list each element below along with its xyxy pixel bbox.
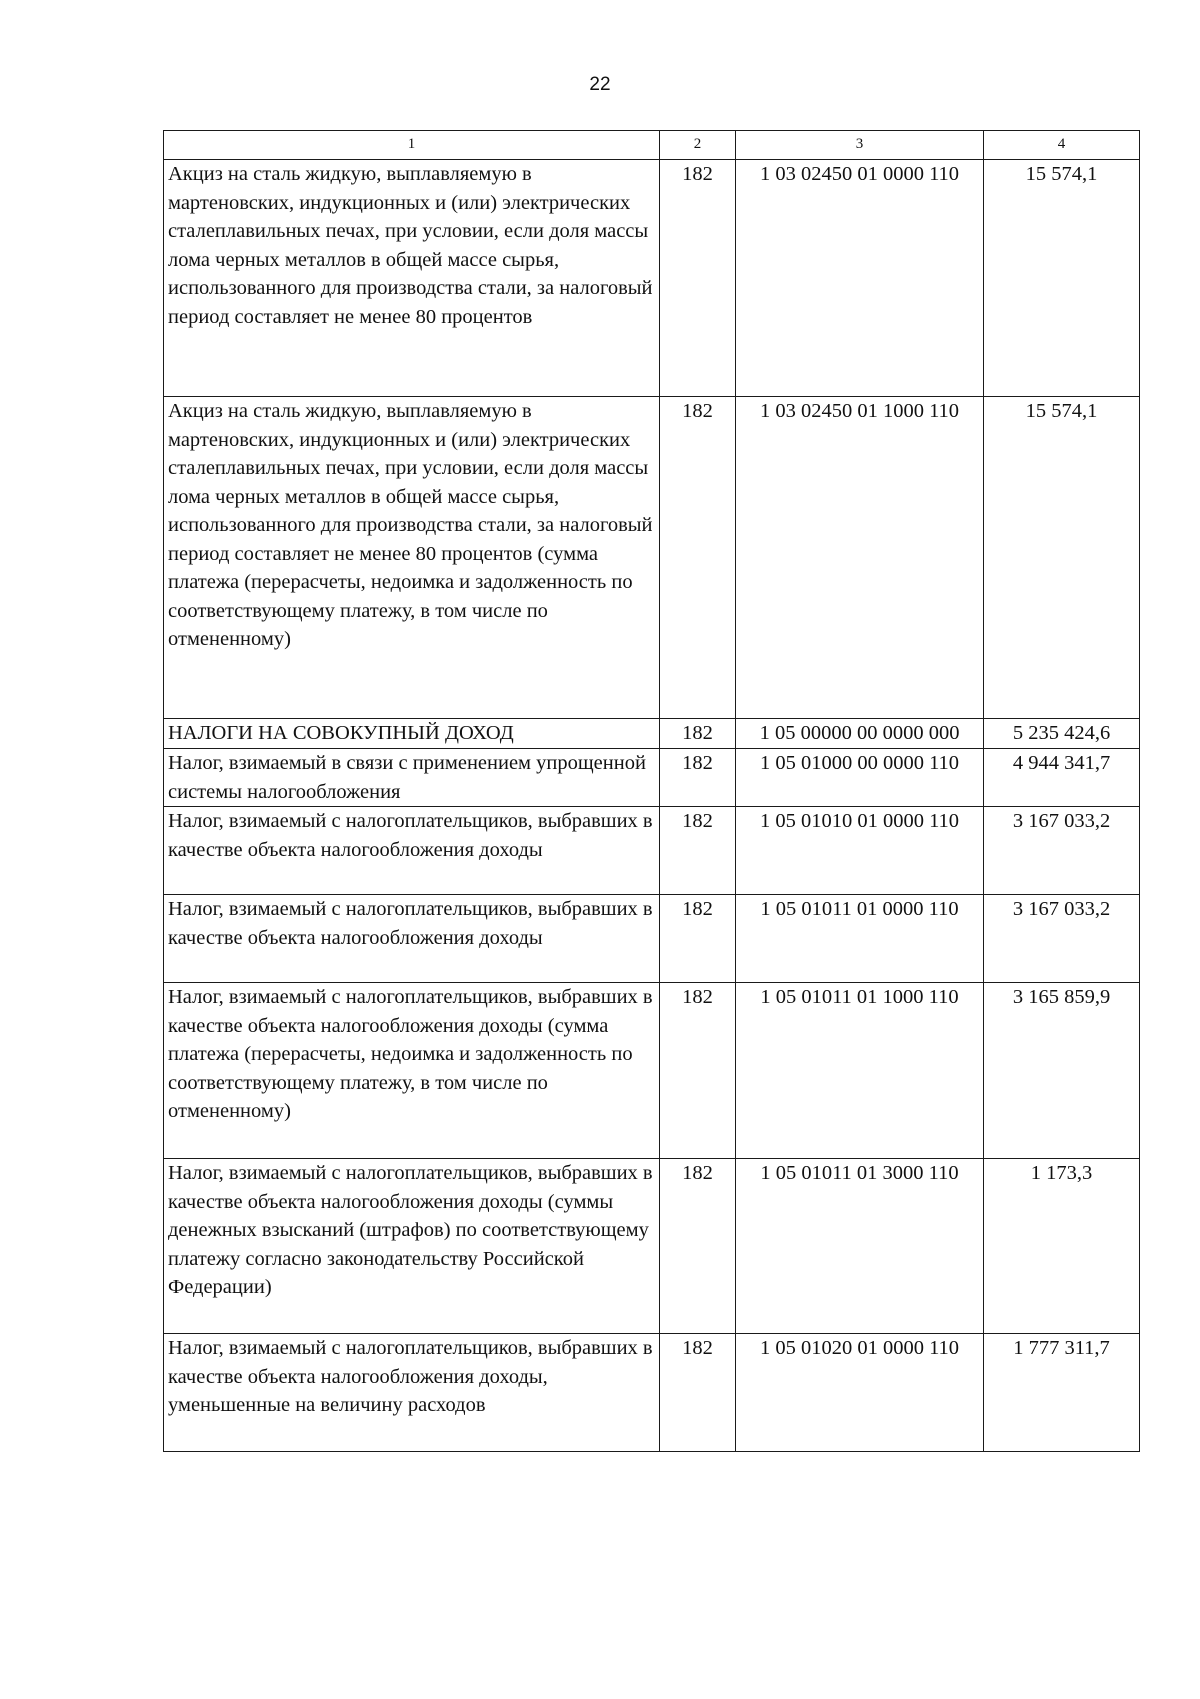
amount-cell: 1 777 311,7 xyxy=(984,1334,1140,1452)
amount-cell: 15 574,1 xyxy=(984,160,1140,397)
budget-code-cell: 1 05 01011 01 1000 110 xyxy=(736,983,984,1159)
column-number-1: 1 xyxy=(164,131,660,160)
revenue-name-cell: Налог, взимаемый с налогоплательщиков, выбравших в качестве объекта налогообложения доходы (суммы денежных взысканий (штрафов) по соответствующему платежу согласно законодательству Российской Федерации) xyxy=(164,1159,660,1334)
revenue-table xyxy=(163,130,1140,1452)
admin-code-cell: 182 xyxy=(660,1334,736,1452)
revenue-name-cell: Акциз на сталь жидкую, выплавляемую в мартеновских, индукционных и (или) электрических сталеплавильных печах, при условии, если доля массы лома черных металлов в общей массе сырья, использованного для производства стали, за налоговый период составляет не менее 80 процентов xyxy=(164,160,660,397)
amount-cell: 4 944 341,7 xyxy=(984,749,1140,807)
admin-code-cell: 182 xyxy=(660,807,736,895)
revenue-name-cell: Акциз на сталь жидкую, выплавляемую в мартеновских, индукционных и (или) электрических сталеплавильных печах, при условии, если доля массы лома черных металлов в общей массе сырья, использованного для производства стали, за налоговый период составляет не менее 80 процентов (сумма платежа (перерасчеты, недоимка и задолженность по соответствующему платежу, в том числе по отмененному) xyxy=(164,397,660,719)
revenue-name-cell: Налог, взимаемый в связи с применением упрощенной системы налогообложения xyxy=(164,749,660,807)
table-row xyxy=(164,749,1140,807)
revenue-name-cell: Налог, взимаемый с налогоплательщиков, выбравших в качестве объекта налогообложения доходы xyxy=(164,895,660,983)
table-row xyxy=(164,983,1140,1159)
table-row xyxy=(164,397,1140,719)
admin-code-cell: 182 xyxy=(660,895,736,983)
budget-code-cell: 1 05 01020 01 0000 110 xyxy=(736,1334,984,1452)
column-number-2: 2 xyxy=(660,131,736,160)
budget-code-cell: 1 05 01011 01 0000 110 xyxy=(736,895,984,983)
revenue-name-cell: Налог, взимаемый с налогоплательщиков, выбравших в качестве объекта налогообложения доходы xyxy=(164,807,660,895)
table-row xyxy=(164,807,1140,895)
column-number-3: 3 xyxy=(736,131,984,160)
amount-cell: 3 165 859,9 xyxy=(984,983,1140,1159)
revenue-name-cell: Налог, взимаемый с налогоплательщиков, выбравших в качестве объекта налогообложения доходы, уменьшенные на величину расходов xyxy=(164,1334,660,1452)
admin-code-cell: 182 xyxy=(660,160,736,397)
amount-cell: 3 167 033,2 xyxy=(984,807,1140,895)
budget-code-cell: 1 03 02450 01 1000 110 xyxy=(736,397,984,719)
revenue-name-cell: Налог, взимаемый с налогоплательщиков, выбравших в качестве объекта налогообложения доходы (сумма платежа (перерасчеты, недоимка и задолженность по соответствующему платежу, в том числе по отмененному) xyxy=(164,983,660,1159)
budget-code-cell: 1 05 01011 01 3000 110 xyxy=(736,1159,984,1334)
admin-code-cell: 182 xyxy=(660,397,736,719)
budget-code-cell: 1 05 01000 00 0000 110 xyxy=(736,749,984,807)
admin-code-cell: 182 xyxy=(660,749,736,807)
admin-code-cell: 182 xyxy=(660,1159,736,1334)
revenue-name-cell: НАЛОГИ НА СОВОКУПНЫЙ ДОХОД xyxy=(164,719,660,749)
budget-code-cell: 1 05 01010 01 0000 110 xyxy=(736,807,984,895)
admin-code-cell: 182 xyxy=(660,719,736,749)
table-row xyxy=(164,160,1140,397)
budget-code-cell: 1 03 02450 01 0000 110 xyxy=(736,160,984,397)
column-number-row xyxy=(164,131,1140,160)
amount-cell: 15 574,1 xyxy=(984,397,1140,719)
table-row xyxy=(164,719,1140,749)
page-number: 22 xyxy=(589,74,611,95)
column-number-4: 4 xyxy=(984,131,1140,160)
amount-cell: 5 235 424,6 xyxy=(984,719,1140,749)
amount-cell: 3 167 033,2 xyxy=(984,895,1140,983)
admin-code-cell: 182 xyxy=(660,983,736,1159)
table-row xyxy=(164,895,1140,983)
amount-cell: 1 173,3 xyxy=(984,1159,1140,1334)
budget-code-cell: 1 05 00000 00 0000 000 xyxy=(736,719,984,749)
table-row xyxy=(164,1334,1140,1452)
table-row xyxy=(164,1159,1140,1334)
